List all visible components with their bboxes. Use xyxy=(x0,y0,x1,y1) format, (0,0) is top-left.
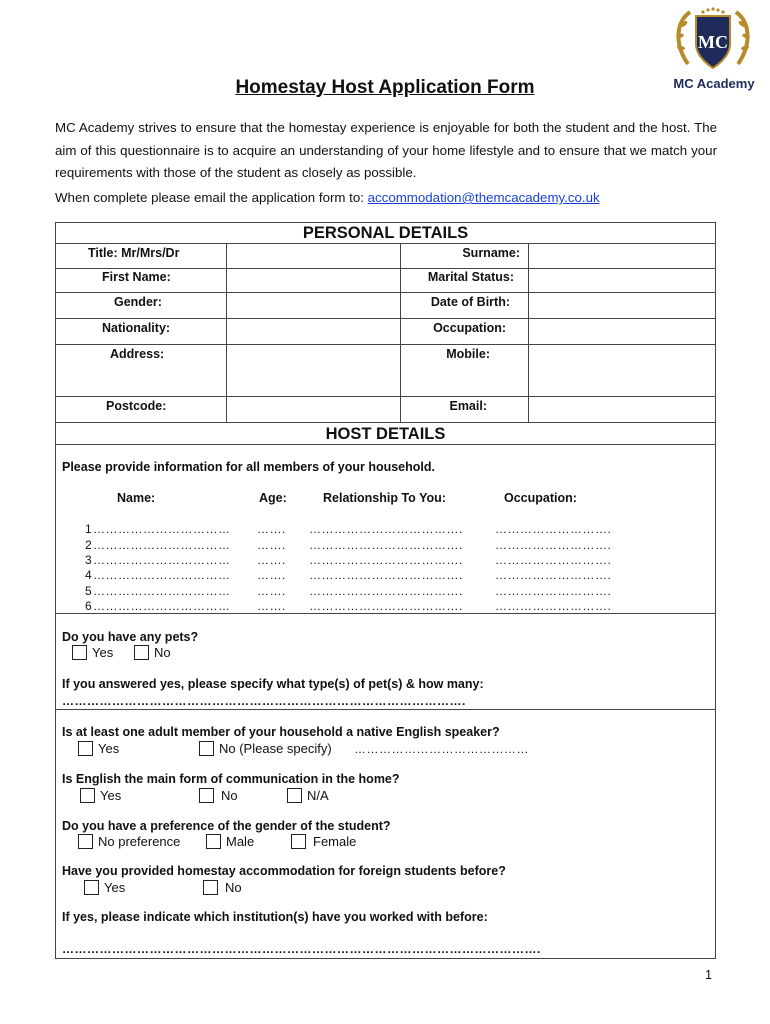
member-relationship-line[interactable]: ………………………………. xyxy=(309,522,463,536)
nationality-label: Nationality: xyxy=(102,321,171,335)
page-number: 1 xyxy=(705,968,712,982)
household-instruction: Please provide information for all members of your household. xyxy=(62,460,435,474)
pref-male-label: Male xyxy=(226,834,255,849)
english-no-checkbox[interactable] xyxy=(199,741,214,756)
member-occupation-line[interactable]: ………………………. xyxy=(495,568,612,582)
provided-yes-label: Yes xyxy=(104,880,126,895)
member-relationship-line[interactable]: ………………………………. xyxy=(309,538,463,552)
english-speaker-question: Is at least one adult member of your household a native English speaker? xyxy=(62,725,500,739)
member-name-line[interactable]: …………………………… xyxy=(93,553,231,567)
col-name: Name: xyxy=(117,491,156,505)
comm-yes-checkbox[interactable] xyxy=(80,788,95,803)
pref-male-checkbox[interactable] xyxy=(206,834,221,849)
postcode-label: Postcode: xyxy=(106,399,167,413)
member-relationship-line[interactable]: ………………………………. xyxy=(309,584,463,598)
surname-label: Surname: xyxy=(462,246,520,260)
institution-answer-line[interactable]: ……………………………………………………………………………………………………. xyxy=(62,942,541,956)
member-occupation-line[interactable]: ………………………. xyxy=(495,553,612,567)
col-age: Age: xyxy=(259,491,287,505)
logo-monogram: MC xyxy=(698,32,728,52)
member-number: 4 xyxy=(85,568,92,582)
provided-before-question: Have you provided homestay accommodation for foreign students before? xyxy=(62,864,506,878)
date-of-birth-label: Date of Birth: xyxy=(430,295,510,309)
comm-yes-label: Yes xyxy=(100,788,122,803)
member-occupation-line[interactable]: ………………………. xyxy=(495,599,612,613)
member-age-line[interactable]: ……. xyxy=(257,538,286,552)
member-age-line[interactable]: ……. xyxy=(257,599,286,613)
member-number: 5 xyxy=(85,584,92,598)
col-relationship: Relationship To You: xyxy=(323,491,446,505)
member-occupation-line[interactable]: ………………………. xyxy=(495,538,612,552)
address-label: Address: xyxy=(110,347,165,361)
member-age-line[interactable]: ……. xyxy=(257,553,286,567)
pets-yes-checkbox[interactable] xyxy=(72,645,87,660)
english-yes-checkbox[interactable] xyxy=(78,741,93,756)
mobile-label: Mobile: xyxy=(446,347,490,361)
english-no-label: No (Please specify) xyxy=(219,741,332,756)
member-relationship-line[interactable]: ………………………………. xyxy=(309,568,463,582)
comm-no-checkbox[interactable] xyxy=(199,788,214,803)
member-age-line[interactable]: ……. xyxy=(257,584,286,598)
intro-paragraph: MC Academy strives to ensure that the homestay experience is enjoyable for both the student and the host. The aim of this questionnaire is to acquire an understanding of your home lifestyle and to ensure that we match your requirements with those of the student as closely as possible. xyxy=(55,120,717,180)
col-occupation: Occupation: xyxy=(504,491,577,505)
pref-female-checkbox[interactable] xyxy=(291,834,306,849)
page-title: Homestay Host Application Form xyxy=(235,77,535,98)
personal-details-heading: PERSONAL DETAILS xyxy=(302,224,469,242)
pets-answer-line[interactable]: ……………………………………………………………………………………. xyxy=(62,694,466,708)
occupation-label: Occupation: xyxy=(433,321,506,335)
title-label: Title: Mr/Mrs/Dr xyxy=(88,246,180,260)
member-number: 6 xyxy=(85,599,92,613)
member-name-line[interactable]: …………………………… xyxy=(93,522,231,536)
logo-text: MC Academy xyxy=(673,76,755,91)
pref-none-checkbox[interactable] xyxy=(78,834,93,849)
pets-question: Do you have any pets? xyxy=(62,630,199,644)
email-prefix: When complete please email the application form to: xyxy=(55,190,368,205)
member-name-line[interactable]: …………………………… xyxy=(93,538,231,552)
member-name-line[interactable]: …………………………… xyxy=(93,568,231,582)
email-instruction xyxy=(55,190,600,205)
member-relationship-line[interactable]: ………………………………. xyxy=(309,599,463,613)
email-link[interactable]: accommodation@themcacademy.co.uk xyxy=(367,190,600,205)
pref-female-label: Female xyxy=(313,834,357,849)
provided-yes-checkbox[interactable] xyxy=(84,880,99,895)
gender-preference-question: Do you have a preference of the gender of the student? xyxy=(62,819,391,833)
member-number: 1 xyxy=(85,522,92,536)
comm-na-checkbox[interactable] xyxy=(287,788,302,803)
pets-no-label: No xyxy=(154,645,171,660)
comm-na-label: N/A xyxy=(307,788,329,803)
member-name-line[interactable]: …………………………… xyxy=(93,584,231,598)
pets-yes-label: Yes xyxy=(92,645,114,660)
communication-question: Is English the main form of communication in the home? xyxy=(62,772,400,786)
member-number: 2 xyxy=(85,538,92,552)
provided-no-label: No xyxy=(225,880,242,895)
member-occupation-line[interactable]: ………………………. xyxy=(495,584,612,598)
comm-no-label: No xyxy=(221,788,238,803)
english-yes-label: Yes xyxy=(98,741,120,756)
provided-no-checkbox[interactable] xyxy=(203,880,218,895)
institution-question: If yes, please indicate which institution(s) have you worked with before: xyxy=(62,910,488,924)
member-age-line[interactable]: ……. xyxy=(257,568,286,582)
pref-none-label: No preference xyxy=(98,834,181,849)
member-occupation-line[interactable]: ………………………. xyxy=(495,522,612,536)
pets-no-checkbox[interactable] xyxy=(134,645,149,660)
member-age-line[interactable]: ……. xyxy=(257,522,286,536)
gender-label: Gender: xyxy=(114,295,162,309)
english-specify-line[interactable]: …………………………………… xyxy=(354,742,529,756)
first-name-label: First Name: xyxy=(102,270,171,284)
marital-status-label: Marital Status: xyxy=(427,270,514,284)
host-details-heading: HOST DETAILS xyxy=(325,425,446,443)
member-name-line[interactable]: …………………………… xyxy=(93,599,231,613)
member-relationship-line[interactable]: ………………………………. xyxy=(309,553,463,567)
pets-followup: If you answered yes, please specify what type(s) of pet(s) & how many: xyxy=(62,677,484,691)
email-label: Email: xyxy=(449,399,487,413)
member-number: 3 xyxy=(85,553,92,567)
